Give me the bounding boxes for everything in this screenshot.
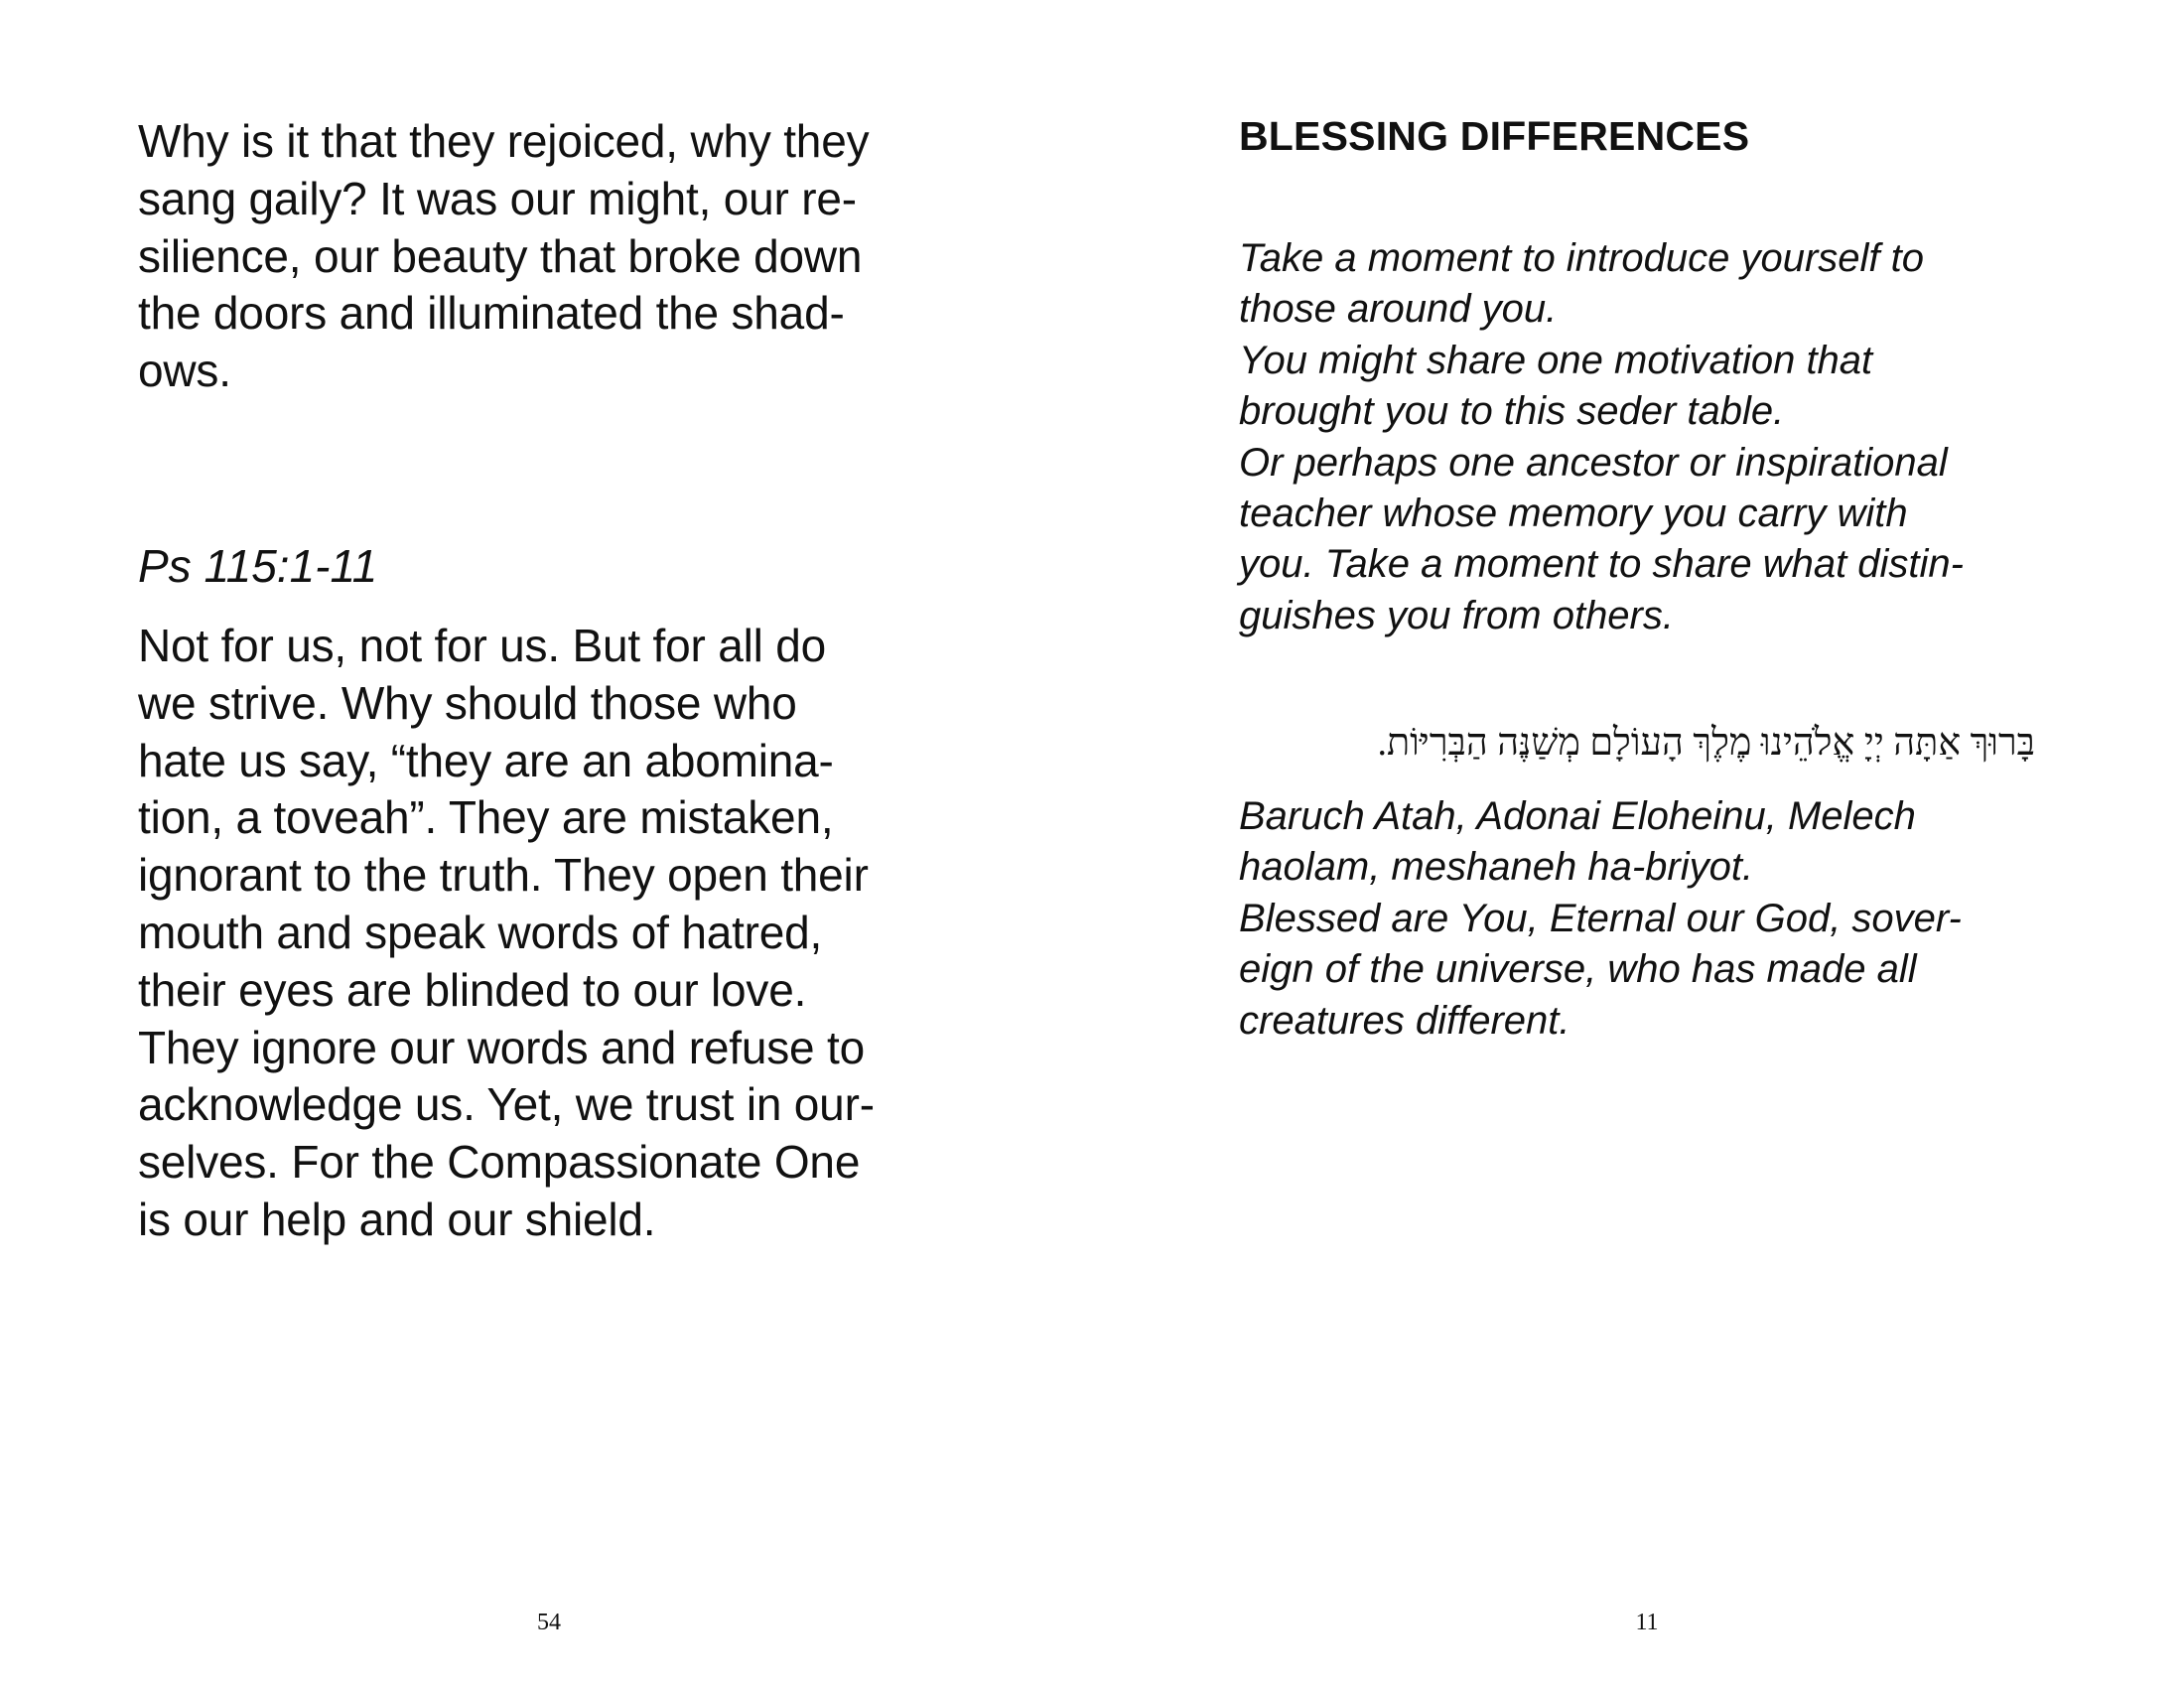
instructions-paragraph [1239, 233, 2093, 641]
hebrew-blessing: בָּרוּךְ אַתָּה יְיָ אֱלֹהֵינוּ מֶלֶךְ הָעוֹלָם מְשַׁנֶּה הַבְּרִיּוֹת. [1377, 722, 2035, 764]
psalm-line: we strive. Why should those who [138, 676, 797, 729]
instruction-line: those around you. [1239, 287, 1558, 332]
psalm-paragraph [138, 618, 992, 1249]
intro-line: sang gaily? It was our might, our re- [138, 172, 857, 224]
blessing-line: haolam, meshaneh ha-briyot. [1239, 845, 1754, 890]
intro-paragraph [138, 113, 992, 400]
instruction-line: guishes you from others. [1239, 593, 1674, 637]
blessing-line: Blessed are You, Eternal our God, sover- [1239, 896, 1962, 940]
section-heading: BLESSING DIFFERENCES [1239, 113, 1750, 159]
psalm-line: selves. For the Compassionate One [138, 1136, 861, 1189]
page-number-left: 54 [537, 1610, 561, 1635]
psalm-line: They ignore our words and refuse to [138, 1021, 865, 1073]
instruction-line: You might share one motivation that [1239, 338, 1873, 382]
blessing-line: creatures different. [1239, 998, 1570, 1043]
psalm-line: Not for us, not for us. But for all do [138, 620, 826, 671]
page-number-right: 11 [1635, 1610, 1659, 1635]
psalm-line: hate us say, “they are an abomina- [138, 734, 834, 786]
psalm-line: tion, a toveah”. They are mistaken, [138, 791, 834, 844]
intro-line: Why is it that they rejoiced, why they [138, 115, 870, 167]
psalm-line: mouth and speak words of hatred, [138, 906, 823, 958]
intro-line: ows. [138, 345, 231, 397]
instruction-line: brought you to this seder table. [1239, 389, 1785, 434]
psalm-line: ignorant to the truth. They open their [138, 849, 869, 902]
instruction-line: Take a moment to introduce yourself to [1239, 236, 1924, 280]
intro-line: silience, our beauty that broke down [138, 229, 863, 282]
instruction-line: Or perhaps one ancestor or inspirational [1239, 440, 1948, 485]
blessing-line: Baruch Atah, Adonai Eloheinu, Melech [1239, 794, 1916, 838]
psalm-line: acknowledge us. Yet, we trust in our- [138, 1078, 875, 1131]
instruction-line: teacher whose memory you carry with [1239, 492, 1908, 536]
intro-line: the doors and illuminated the shad- [138, 287, 845, 340]
blessing-paragraph [1239, 791, 2093, 1047]
psalm-line: their eyes are blinded to our love. [138, 963, 807, 1016]
psalm-reference: Ps 115:1-11 [138, 540, 378, 592]
psalm-line: is our help and our shield. [138, 1193, 656, 1245]
blessing-line: eign of the universe, who has made all [1239, 947, 1917, 992]
instruction-line: you. Take a moment to share what distin- [1239, 542, 1964, 587]
